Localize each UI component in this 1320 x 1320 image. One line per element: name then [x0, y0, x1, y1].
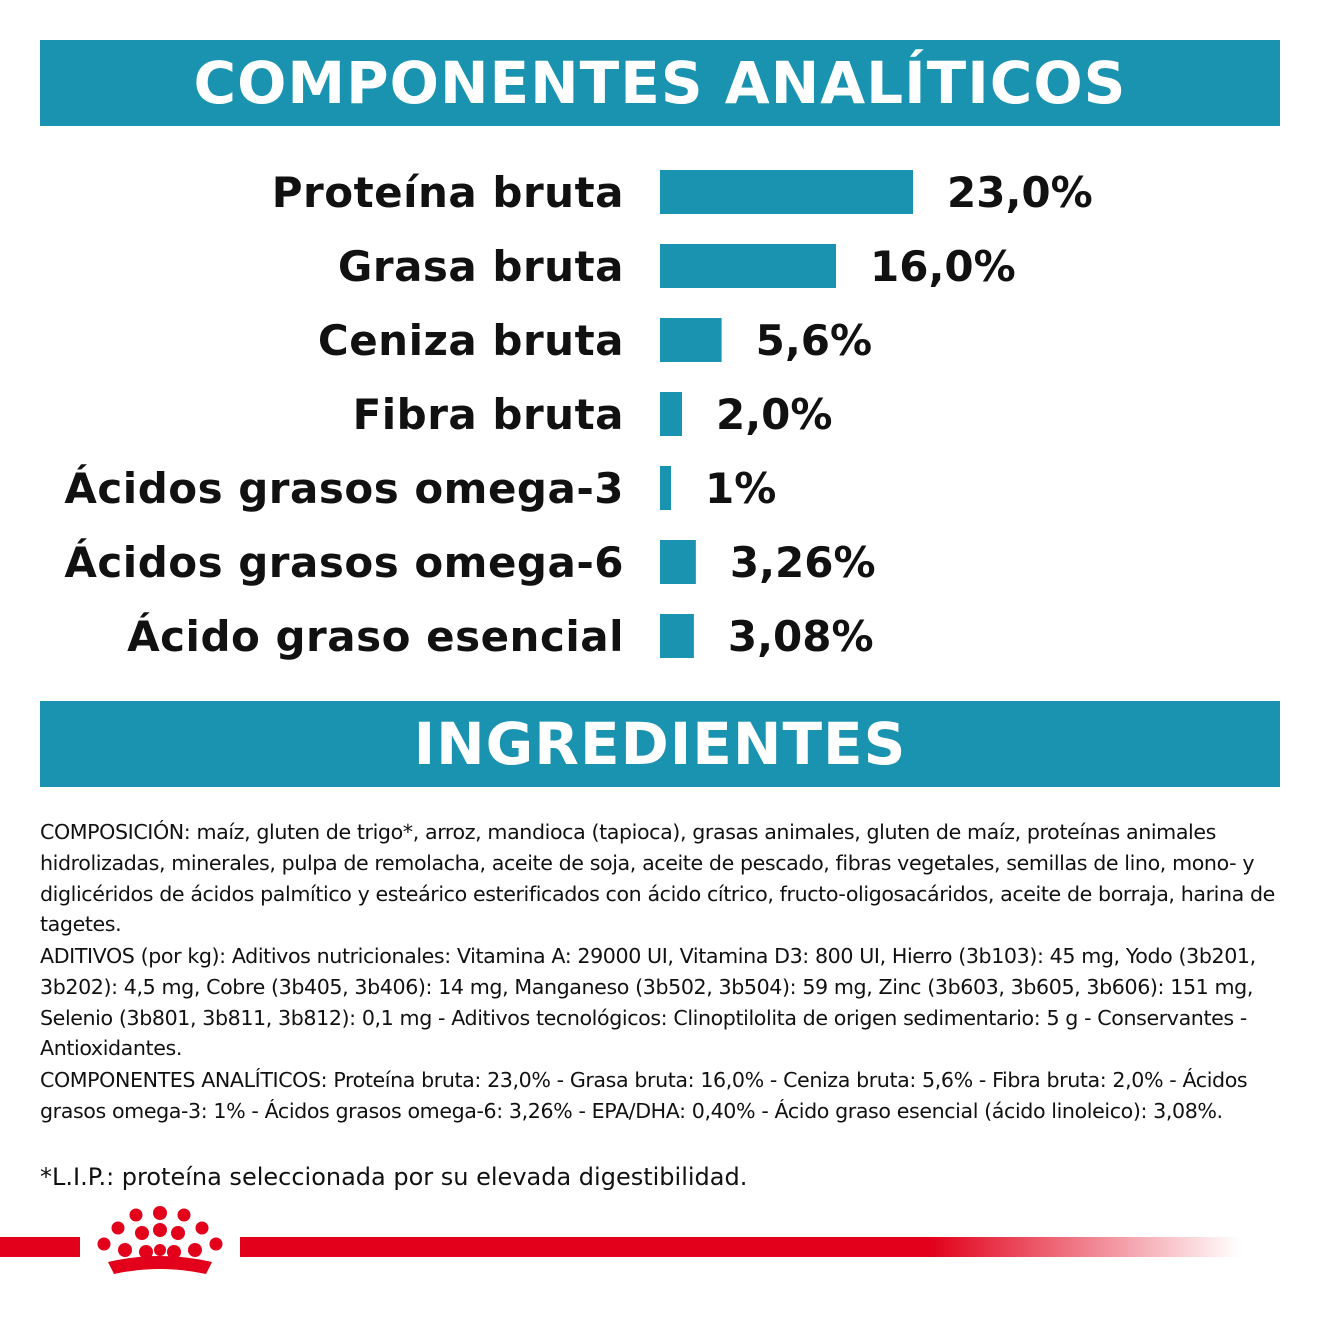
- value-label: 16,0%: [870, 242, 1016, 291]
- value-label: 1%: [705, 464, 777, 513]
- bar: [660, 392, 682, 436]
- category-label: Fibra bruta: [352, 390, 624, 439]
- bar: [660, 318, 722, 362]
- bar: [660, 466, 671, 510]
- ingredients-header: [40, 701, 1280, 787]
- bar: [660, 614, 694, 658]
- ingredients-header-title: INGREDIENTES: [413, 710, 907, 778]
- bar: [660, 244, 836, 288]
- additives-text: ADITIVOS (por kg): Aditivos nutricionales: Vitamina A: 29000 UI, Vitamina D3: 800 UI, Hierro (3b103): 45 mg, Yodo (3b201, 3b202): 4,5 mg, Cobre (3b405, 3b406): 14 mg, Manganeso (3b502, 3b504): 59 mg, Zinc (3b603, 3b605, 3b606): 151 mg, Selenio (3b801, 3b811, 3b812): 0,1 mg - Aditivos tecnológicos: Clinoptilolita de origen sedimentario: 5 g - Conservantes - Antioxidantes.: [40, 944, 1256, 1061]
- analytics-text: COMPONENTES ANALÍTICOS: Proteína bruta: 23,0% - Grasa bruta: 16,0% - Ceniza bruta: 5,6% - Fibra bruta: 2,0% - Ácidos grasos omega-3: 1% - Ácidos grasos omega-6: 3,26% - EPA/DHA: 0,40% - Ácido graso esencial (ácido linoleico): 3,08%.: [40, 1068, 1248, 1123]
- value-label: 23,0%: [947, 168, 1093, 217]
- category-label: Ácidos grasos omega-3: [64, 464, 624, 513]
- value-label: 3,08%: [727, 612, 874, 661]
- value-label: 3,26%: [729, 538, 876, 587]
- category-label: Ceniza bruta: [317, 316, 624, 365]
- category-label: Ácidos grasos omega-6: [64, 538, 624, 587]
- category-label: Ácido graso esencial: [127, 612, 624, 661]
- value-label: 5,6%: [755, 316, 873, 365]
- crown-logo: [80, 1206, 240, 1290]
- bar: [660, 540, 696, 584]
- composition-text: COMPOSICIÓN: maíz, gluten de trigo*, arroz, mandioca (tapioca), grasas animales, gluten de maíz, proteínas animales hidrolizadas, minerales, pulpa de remolacha, aceite de soja, aceite de pescado, fibras vegetales, semillas de lino, mono- y diglicéridos de ácidos palmítico y esteárico esterificados con ácido cítrico, fructo-oligosacáridos, aceite de borraja, harina de tagetes.: [40, 820, 1275, 937]
- bar: [660, 170, 913, 214]
- analytics-header-title: COMPONENTES ANALÍTICOS: [193, 49, 1127, 117]
- category-label: Proteína bruta: [271, 168, 624, 217]
- category-label: Grasa bruta: [337, 242, 624, 291]
- crown-icon: [80, 1206, 240, 1290]
- value-label: 2,0%: [716, 390, 833, 439]
- footnote-text: *L.I.P.: proteína seleccionada por su elevada digestibilidad.: [40, 1163, 748, 1191]
